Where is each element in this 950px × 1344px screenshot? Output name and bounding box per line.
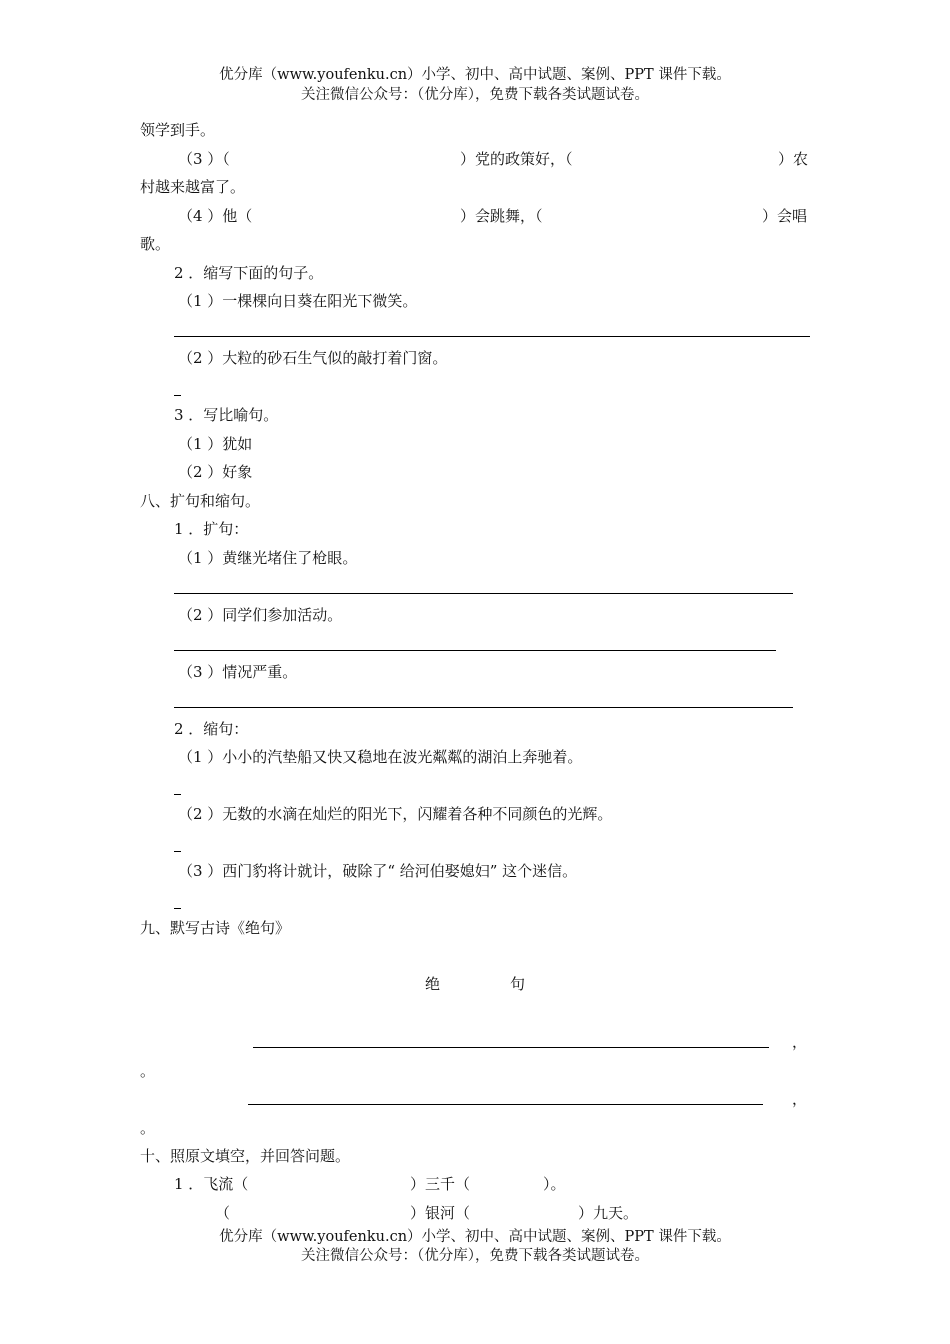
shrink-item-3: （3 ）西门豹将计就计，破除了“ 给河伯娶媳妇” 这个迷信。 [178, 862, 578, 880]
q4-part-b: ）会跳舞，（ [460, 207, 543, 225]
answer-line [174, 650, 776, 651]
metaphor-item-1: （1 ）犹如 [178, 435, 253, 453]
expand-item-3: （3 ）情况严重。 [178, 663, 298, 681]
poem-comma: ， [792, 1090, 808, 1108]
poem-answer-line [248, 1104, 763, 1105]
fill-1-part-c: ）。 [543, 1175, 566, 1193]
q3-part-b: ）党的政策好，（ [460, 150, 573, 168]
section-8-title: 八、扩句和缩句。 [140, 492, 261, 510]
expand-item-2: （2 ）同学们参加活动。 [178, 606, 343, 624]
shorten-item-2: （2 ）大粒的砂石生气似的敲打着门窗。 [178, 349, 448, 367]
metaphor-item-2: （2 ）好象 [178, 463, 253, 481]
fill-2-part-a: （ [215, 1204, 231, 1222]
expand-heading: 1 ．扩句： [174, 520, 249, 538]
q3-part-c: ）农 [778, 150, 809, 168]
q3-part-d: 村越来越富了。 [140, 178, 246, 196]
q4-part-d: 歌。 [140, 235, 171, 253]
q4-part-c: ）会唱 [762, 207, 808, 225]
q4-part-a: （4 ）他（ [178, 207, 253, 225]
answer-dash [174, 794, 181, 795]
page-footer-line1: 优分库（www.youfenku.cn）小学、初中、高中试题、案例、PPT 课件下载。 [219, 1229, 731, 1245]
fill-1-part-b: ）三千（ [410, 1175, 471, 1193]
answer-dash [174, 851, 181, 852]
answer-dash [174, 908, 181, 909]
q3-part-a: （3 ）（ [178, 150, 230, 168]
answer-line [174, 593, 793, 594]
shrink-item-2: （2 ）无数的水滴在灿烂的阳光下，闪耀着各种不同颜色的光辉。 [178, 805, 613, 823]
poem-title-char-2: 句 [510, 975, 526, 993]
fill-2-part-b: ）银河（ [410, 1204, 471, 1222]
metaphor-heading: 3 ．写比喻句。 [174, 406, 279, 424]
page-footer-line2: 关注微信公众号：（优分库），免费下载各类试题试卷。 [301, 1248, 649, 1264]
page-header-line2: 关注微信公众号：（优分库），免费下载各类试题试卷。 [301, 87, 649, 103]
shorten-item-1: （1 ）一棵棵向日葵在阳光下微笑。 [178, 292, 418, 310]
poem-comma: ， [792, 1033, 808, 1051]
section-9-title: 九、默写古诗《绝句》 [140, 919, 291, 937]
page-header-line1: 优分库（www.youfenku.cn）小学、初中、高中试题、案例、PPT 课件下载。 [219, 67, 731, 83]
poem-title-char-1: 绝 [425, 975, 441, 993]
poem-period: 。 [140, 1119, 156, 1137]
answer-line [174, 707, 793, 708]
answer-dash [174, 395, 181, 396]
shrink-heading: 2 ．缩句： [174, 720, 249, 738]
continued-text: 领学到手。 [140, 121, 216, 139]
fill-2-part-c: ）九天。 [578, 1204, 639, 1222]
poem-period: 。 [140, 1062, 156, 1080]
shorten-heading: 2 ．缩写下面的句子。 [174, 264, 324, 282]
section-10-title: 十、照原文填空，并回答问题。 [140, 1147, 351, 1165]
poem-answer-line [253, 1047, 769, 1048]
fill-1-part-a: 1 ．飞流（ [174, 1175, 249, 1193]
answer-line [174, 336, 810, 337]
expand-item-1: （1 ）黄继光堵住了枪眼。 [178, 549, 358, 567]
shrink-item-1: （1 ）小小的汽垫船又快又稳地在波光粼粼的湖泊上奔驰着。 [178, 748, 583, 766]
